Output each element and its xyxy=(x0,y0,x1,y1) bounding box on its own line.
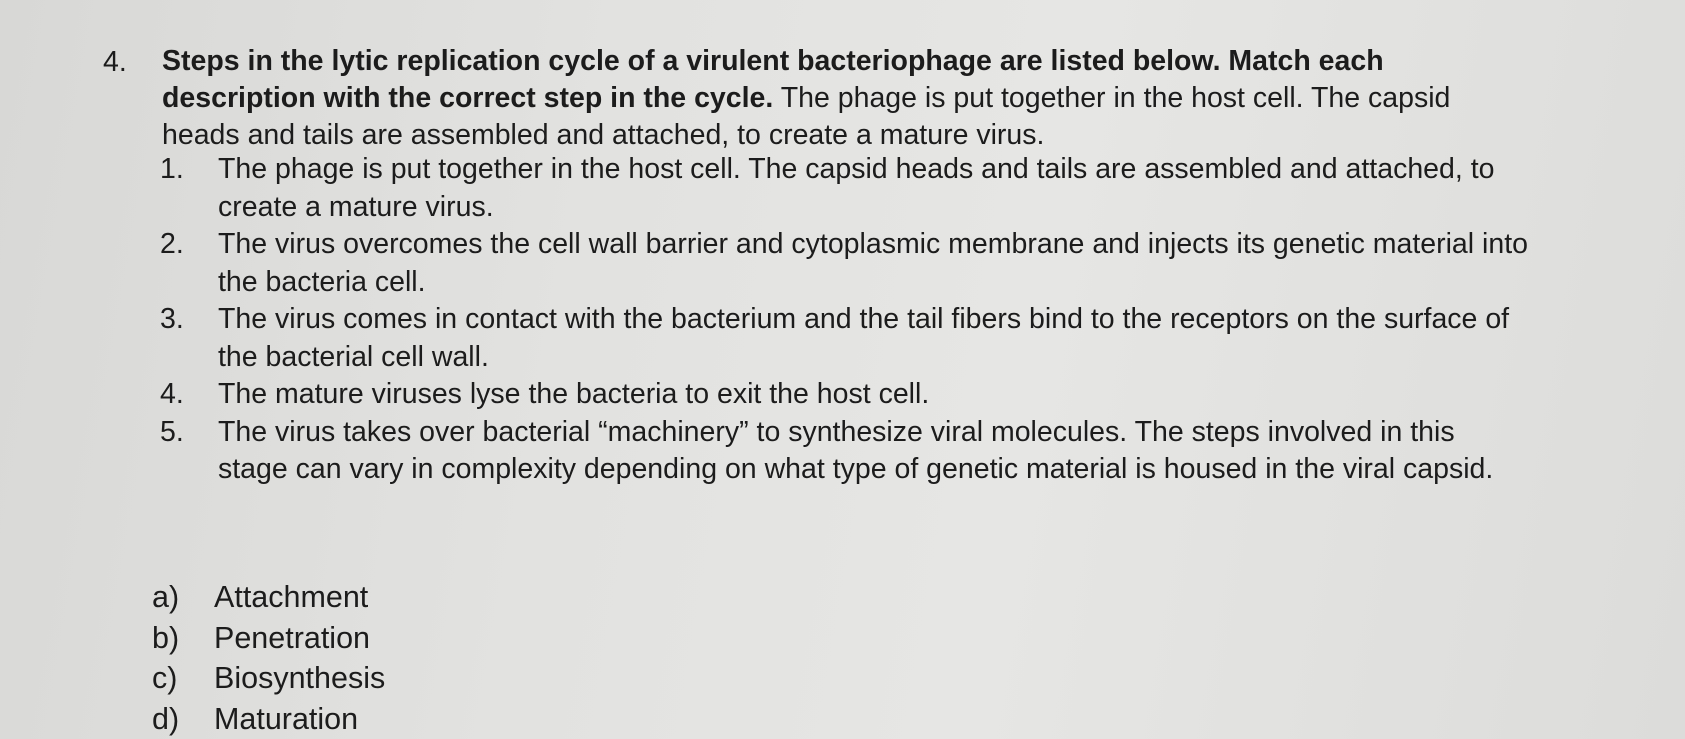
step-item xyxy=(160,376,1530,414)
option-letter: b) xyxy=(152,620,180,655)
option-letter: a) xyxy=(152,580,180,614)
step-text: The virus comes in contact with the bacterium and the tail fibers bind to the receptors on the surface of the bacterial cell wall. xyxy=(218,303,1510,373)
option-letter: c) xyxy=(152,661,178,695)
step-item xyxy=(160,414,1530,489)
step-item xyxy=(160,151,1530,226)
step-number: 5. xyxy=(160,415,184,448)
step-text: The phage is put together in the host cell. The capsid heads and tails are assembled and attached, to create a mature virus. xyxy=(218,153,1495,223)
step-text: The virus overcomes the cell wall barrier and cytoplasmic membrane and injects its genetic material into the bacteria cell. xyxy=(218,228,1528,298)
question-prompt xyxy=(162,43,1522,154)
option-biosynthesis xyxy=(152,658,385,699)
step-number: 2. xyxy=(160,228,184,260)
option-label: Attachment xyxy=(214,580,369,614)
step-item xyxy=(160,301,1530,376)
step-text: The virus takes over bacterial “machinery” to synthesize viral molecules. The steps involved in this stage can vary in complexity depending on what type of genetic material is housed in the viral capsid. xyxy=(218,415,1494,485)
answer-options-list xyxy=(152,577,385,739)
option-penetration xyxy=(152,618,385,659)
question-number: 4. xyxy=(103,46,127,78)
question-plain-text: The phage is put together in the host cell. The capsid heads and tails are assembled and attached, to create a mature virus. xyxy=(162,82,1451,151)
question-bold-text: Steps in the lytic replication cycle of a virulent bacteriophage are listed below. Match each description with the correct step in the cycle. xyxy=(162,45,1384,114)
step-number: 3. xyxy=(160,303,184,335)
step-text: The mature viruses lyse the bacteria to exit the host cell. xyxy=(218,378,930,410)
step-descriptions-list xyxy=(160,151,1530,489)
option-letter: d) xyxy=(152,701,180,736)
option-maturation xyxy=(152,699,385,739)
step-number: 1. xyxy=(160,153,184,185)
option-label: Maturation xyxy=(214,701,359,736)
option-label: Biosynthesis xyxy=(214,661,386,695)
option-attachment xyxy=(152,577,385,618)
step-item xyxy=(160,226,1530,301)
option-label: Penetration xyxy=(214,620,370,655)
step-number: 4. xyxy=(160,378,184,410)
